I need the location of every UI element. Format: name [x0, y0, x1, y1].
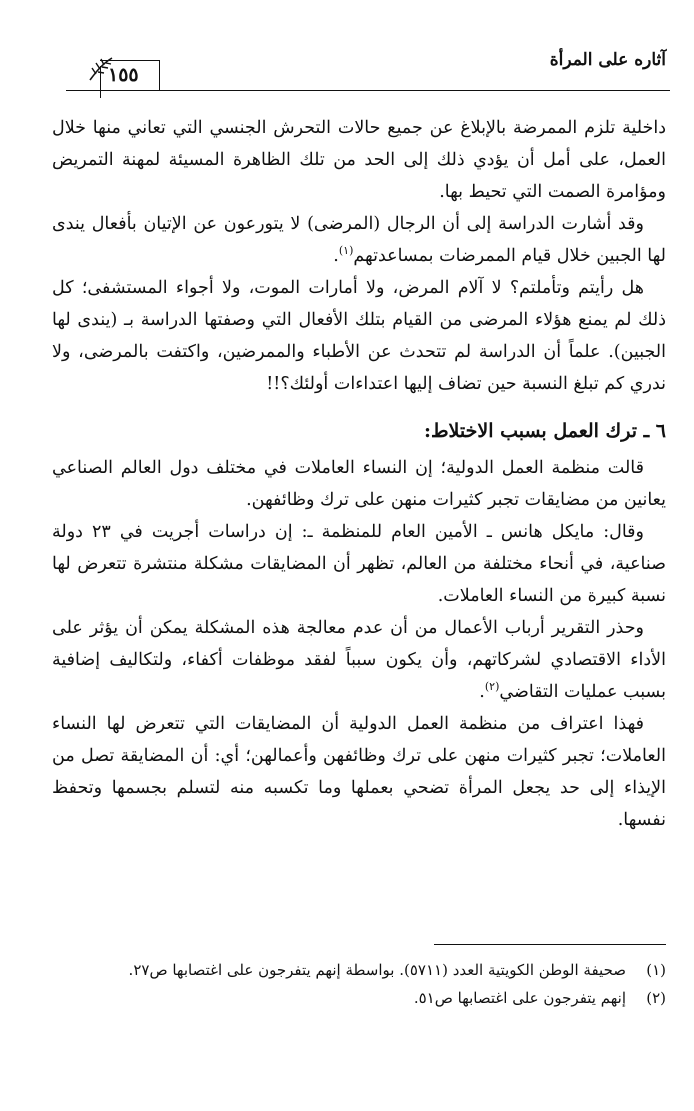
paragraph-end: . [333, 246, 339, 266]
paragraph [52, 208, 666, 272]
footnote-number: (١) [646, 961, 666, 979]
page-number: ١٥٥ [108, 64, 139, 86]
header-rule [66, 90, 670, 91]
running-title: آثاره على المرأة [549, 50, 666, 70]
footnote-text: صحيفة الوطن الكويتية العدد (٥٧١١). بواسطة إنهم يتفرجون على اغتصابها ص٢٧. [128, 961, 626, 979]
paragraph [52, 612, 666, 708]
footnote [40, 956, 666, 984]
footnote [40, 984, 666, 1012]
footnote-reference[interactable]: (١) [338, 244, 354, 258]
paragraph: داخلية تلزم الممرضة بالإبلاغ عن جميع حالات التحرش الجنسي التي تعاني منها خلال العمل، على أمل أن يؤدي ذلك إلى الحد من تلك الظاهرة المسيئة لمهنة التمريض ومؤامرة الصمت التي تحيط بها. [52, 118, 666, 202]
paragraph-end: . [479, 682, 485, 702]
footnotes [40, 956, 666, 1012]
frame-right-bar [159, 60, 160, 90]
paragraph: هل رأيتم وتأملتم؟ لا آلام المرض، ولا أمارات الموت، ولا أجواء المستشفى؛ كل ذلك لم يمنع هؤلاء المرضى من القيام بتلك الأفعال التي وصفتها الدراسة بـ (يندى لها الجبين). علماً أن الدراسة لم تتحدث عن الأطباء والممرضين، واكتفت بالمرضى، ولا ندري كم تبلغ النسبة حين تضاف إليها اعتداءات أولئك؟!! [52, 278, 666, 394]
footnote-reference[interactable]: (٢) [484, 680, 500, 694]
paragraph-text: وقد أشارت الدراسة إلى أن الرجال (المرضى) لا يتورعون عن الإتيان بأفعال يندى لها الجبين خلال قيام الممرضات بمساعدتهم [52, 214, 666, 266]
paragraph-text: وحذر التقرير أرباب الأعمال من أن عدم معالجة هذه المشكلة يمكن أن يؤثر على الأداء الاقتصادي لشركاتهم، وأن يكون سبباً لفقد موظفات أكفاء، ولتكاليف إضافية بسبب عمليات التقاضي [52, 618, 666, 702]
footnote-number: (٢) [646, 989, 666, 1007]
paragraph: قالت منظمة العمل الدولية؛ إن النساء العاملات في مختلف دول العالم الصناعي يعانين من مضايقات تجبر كثيرات منهن على ترك وظائفهن. [52, 458, 666, 510]
footnote-separator [434, 944, 666, 945]
paragraph: فهذا اعتراف من منظمة العمل الدولية أن المضايقات التي تتعرض لها النساء العاملات؛ تجبر كثيرات منهن على ترك وظائفهن وأعمالهن؛ أي: أن المضايقة تصل من الإيذاء إلى حد يجعل المرأة تضحي بعملها وما تكسبه منه لتسلم بجسمها وتحفظ نفسها. [52, 714, 666, 830]
section-heading: ٦ ـ ترك العمل بسبب الاختلاط: [423, 420, 666, 442]
footnote-text: إنهم يتفرجون على اغتصابها ص٥١. [413, 989, 626, 1007]
body-text [52, 112, 666, 836]
paragraph: وقال: مايكل هانس ـ الأمين العام للمنظمة ـ: إن دراسات أجريت في ٢٣ دولة صناعية، في أنحاء مختلفة من العالم، تظهر أن المضايقات مشكلة منتشرة تتعرض لها نسبة كبيرة من النساء العاملات. [52, 522, 666, 606]
